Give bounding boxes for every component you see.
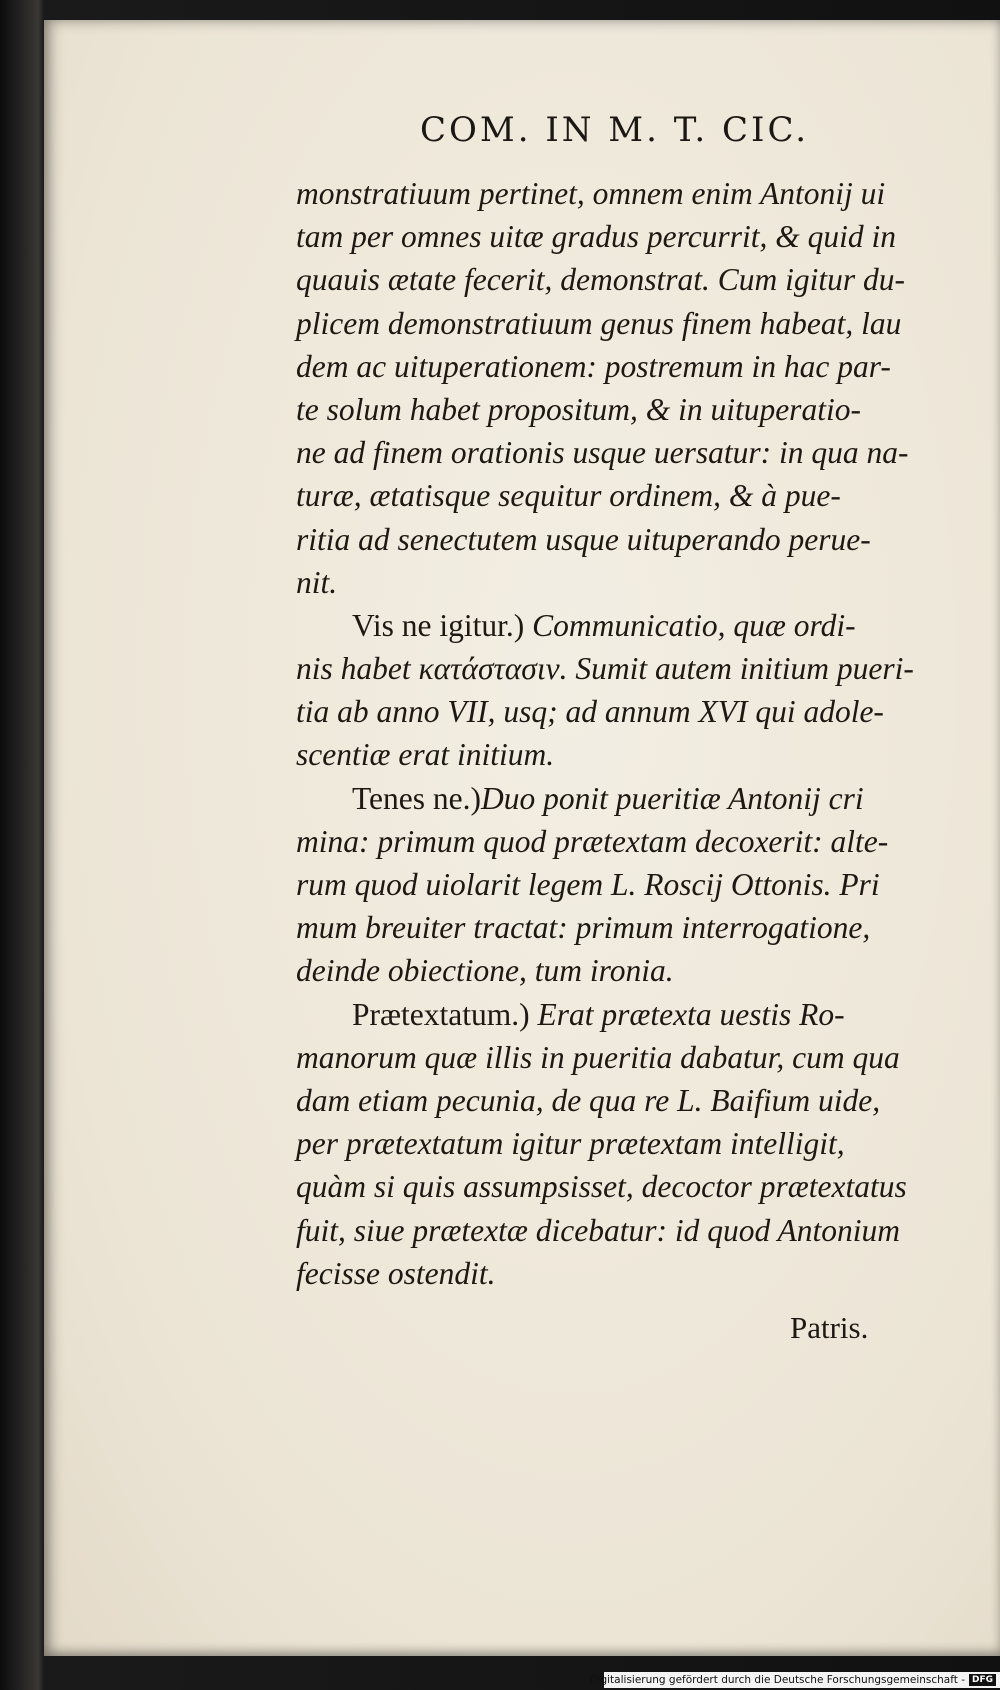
text-line: tia ab anno VII, usq; ad annum XVI qui adole- (296, 694, 884, 730)
running-title: COM. IN M. T. CIC. (420, 110, 810, 150)
text-line: per prætextatum igitur prætextam intelligit, (296, 1126, 845, 1162)
lemma-praetextatum: Prætextatum.) (352, 996, 530, 1032)
page-body (296, 172, 940, 1295)
text-line: fecisse ostendit. (296, 1255, 496, 1291)
digitization-credit (589, 1672, 1000, 1688)
text-line: rum quod uiolarit legem L. Roscij Ottonis. Pri (296, 867, 880, 902)
text-line: turæ, ætatisque sequitur ordinem, & à pue- (296, 478, 841, 514)
text-line: ne ad finem orationis usque uersatur: in qua na- (296, 435, 909, 471)
text-fragment: Erat prætexta uestis Ro- (537, 996, 845, 1032)
text-fragment: Communicatio, quæ ordi- (532, 607, 856, 643)
text-line: fuit, siue prætextæ dicebatur: id quod Antonium (296, 1212, 901, 1248)
text-line: scentiæ erat initium. (296, 737, 555, 773)
text-line: ritia ad senectutem usque uituperando perue- (296, 521, 871, 557)
lemma-vis-ne-igitur: Vis ne igitur.) (352, 607, 525, 643)
dfg-logo-icon: DFG (969, 1674, 996, 1686)
text-line: quàm si quis assumpsisset, decoctor prætextatus (296, 1169, 907, 1205)
text-line (296, 777, 940, 820)
text-line: dem ac uituperationem: postremum in hac par- (296, 348, 891, 384)
text-line: nis habet κατάστασιν. Sumit autem initium pueri- (296, 651, 914, 687)
lemma-tenes-ne: Tenes ne.) (352, 780, 481, 816)
text-line (296, 993, 940, 1036)
text-line (296, 604, 940, 647)
catchword: Patris. (790, 1310, 869, 1345)
text-line: plicem demonstratiuum genus finem habeat, lau (296, 305, 902, 341)
text-line: monstratiuum pertinet, omnem enim Antonij ui (296, 176, 886, 211)
text-line: mina: primum quod prætextam decoxerit: alte- (296, 823, 889, 859)
text-fragment: Duo ponit pueritiæ Antonij cri (480, 780, 864, 816)
text-line: tam per omnes uitæ gradus percurrit, & quid in (296, 219, 896, 255)
text-line: mum breuiter tractat: primum interrogatione, (296, 910, 871, 946)
text-line: manorum quæ illis in pueritia dabatur, cum qua (296, 1039, 900, 1075)
text-line: nit. (296, 564, 338, 600)
text-line: te solum habet propositum, & in uituperatio- (296, 391, 861, 427)
text-line: quauis ætate fecerit, demonstrat. Cum igitur du- (296, 262, 905, 298)
text-line: dam etiam pecunia, de qua re L. Baifium uide, (296, 1082, 881, 1118)
text-line: deinde obiectione, tum ironia. (296, 953, 674, 989)
credit-text: Digitalisierung gefördert durch die Deutsche Forschungsgemeinschaft - (589, 1674, 965, 1686)
